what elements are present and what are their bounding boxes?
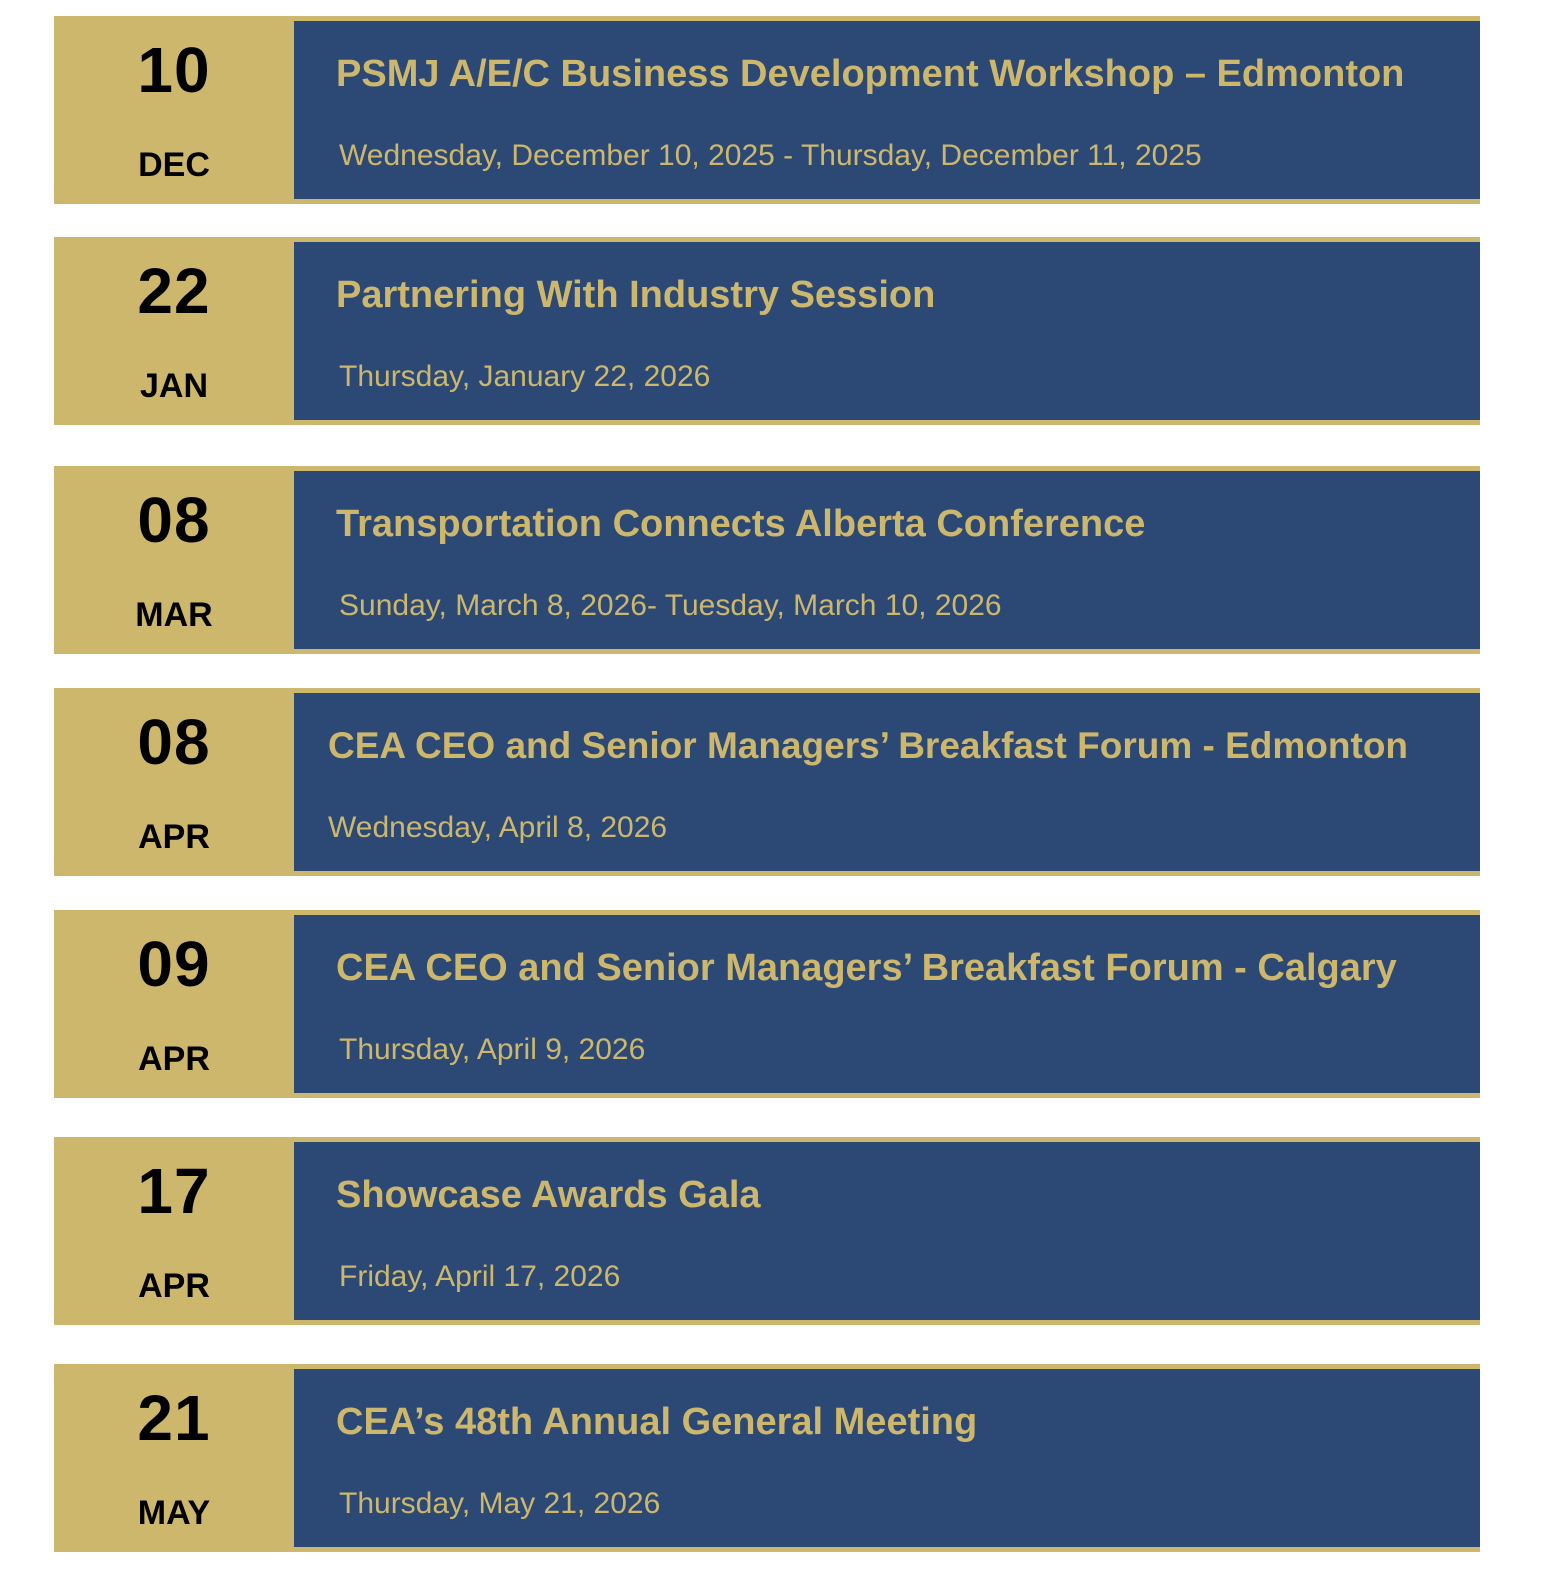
event-day: 17 [137, 1155, 211, 1227]
event-panel [294, 1369, 1480, 1547]
event-title[interactable]: Transportation Connects Alberta Conference [336, 503, 1146, 545]
event-day: 08 [137, 484, 211, 556]
event-date-range: Wednesday, April 8, 2026 [328, 811, 668, 844]
event-item[interactable] [54, 688, 1480, 876]
event-date-range: Friday, April 17, 2026 [339, 1260, 621, 1293]
event-title[interactable]: Showcase Awards Gala [336, 1174, 761, 1216]
event-day: 22 [137, 255, 211, 327]
event-day: 21 [137, 1382, 211, 1454]
event-title[interactable]: CEA CEO and Senior Managers’ Breakfast Forum - Edmonton [328, 725, 1409, 766]
event-month: DEC [138, 146, 210, 184]
event-item[interactable] [54, 1364, 1480, 1552]
event-panel [294, 1142, 1480, 1320]
event-month: JAN [139, 367, 209, 405]
event-month: MAY [137, 1494, 211, 1532]
event-month: APR [138, 818, 210, 856]
event-panel [294, 693, 1480, 871]
event-item[interactable] [54, 237, 1480, 425]
event-date-range: Wednesday, December 10, 2025 - Thursday, December 11, 2025 [339, 139, 1202, 172]
event-title[interactable]: PSMJ A/E/C Business Development Workshop – Edmonton [336, 53, 1405, 95]
event-title[interactable]: CEA’s 48th Annual General Meeting [336, 1401, 978, 1443]
event-title[interactable]: Partnering With Industry Session [336, 274, 936, 316]
event-month: APR [138, 1267, 210, 1305]
event-panel [294, 471, 1480, 649]
event-date-range: Sunday, March 8, 2026- Tuesday, March 10, 2026 [339, 589, 1002, 622]
event-item[interactable] [54, 910, 1480, 1098]
event-panel [294, 242, 1480, 420]
event-item[interactable] [54, 16, 1480, 204]
event-day: 10 [137, 34, 211, 106]
event-item[interactable] [54, 466, 1480, 654]
event-item[interactable] [54, 1137, 1480, 1325]
event-day: 09 [137, 928, 211, 1000]
event-day: 08 [137, 706, 211, 778]
event-month: MAR [135, 596, 213, 634]
event-month: APR [138, 1040, 210, 1078]
event-panel [294, 21, 1480, 199]
event-date-range: Thursday, April 9, 2026 [339, 1033, 646, 1066]
event-date-range: Thursday, January 22, 2026 [339, 360, 711, 393]
event-panel [294, 915, 1480, 1093]
event-title[interactable]: CEA CEO and Senior Managers’ Breakfast Forum - Calgary [336, 947, 1397, 989]
event-date-range: Thursday, May 21, 2026 [339, 1487, 661, 1520]
